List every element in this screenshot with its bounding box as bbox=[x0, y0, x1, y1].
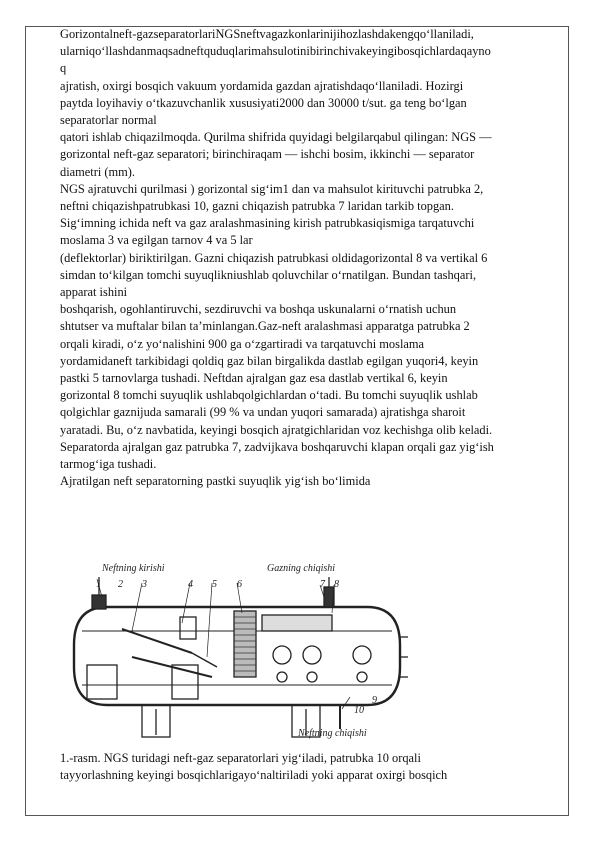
caption-line: tayyorlashning keyingi bosqichlarigayo‘naltiriladi yoki apparat oxirgi bosqich bbox=[60, 768, 448, 783]
separator-svg bbox=[62, 557, 412, 739]
caption-line: 1.-rasm. NGS turidagi neft-gaz separatorlari yig‘iladi, patrubka 10 orqali bbox=[60, 751, 421, 765]
part-number-4: 4 bbox=[188, 579, 193, 590]
part-number-7: 7 bbox=[320, 579, 325, 590]
part-number-2: 2 bbox=[118, 579, 123, 590]
part-number-5: 5 bbox=[212, 579, 217, 590]
body-text bbox=[60, 26, 555, 490]
text-line: q bbox=[60, 61, 67, 76]
text-line: yaratadi. Bu, o‘z navbatida, keyingi bosqich ajratgichlaridan voz kechishga olib keladi. bbox=[60, 422, 493, 437]
text-line: NGS ajratuvchi qurilmasi ) gorizontal sig‘im1 dan va mahsulot kirituvchi patrubka 2, bbox=[60, 181, 484, 196]
part-number-3: 3 bbox=[142, 579, 147, 590]
part-number-10: 10 bbox=[354, 705, 364, 716]
text-line: ularniqo‘llashdanmaqsadneftquduqlarimahsulotinibirinchivakeyingibosqichlardaqayno bbox=[60, 44, 491, 59]
part-number-8: 8 bbox=[334, 579, 339, 590]
text-line: tarmog‘iga tushadi. bbox=[60, 457, 157, 472]
gas-outlet-label: Gazning chiqishi bbox=[267, 563, 336, 574]
text-line: separatorlar normal bbox=[60, 113, 157, 128]
part-number-9: 9 bbox=[372, 695, 377, 706]
text-line: simdan to‘kilgan tomchi suyuqlikniushlab qoluvchilar o‘rnatilgan. Bundan tashqari, bbox=[60, 267, 477, 282]
text-line: neftni chiqazishpatrubkasi 10, gazni chiqazish patrubka 7 laridan tarkib topgan. bbox=[60, 199, 454, 214]
text-line: (deflektorlar) biriktirilgan. Gazni chiqazish patrubkasi oldidagorizontal 8 va vertikal 6 bbox=[60, 250, 488, 265]
text-line: Ajratilgan neft separatorning pastki suyuqlik yig‘ish bo‘limida bbox=[60, 474, 371, 489]
text-line: diametri (mm). bbox=[60, 164, 136, 179]
text-line: gorizontal neft-gaz separatori; birinchiraqam — ishchi bosim, ikkinchi — separator bbox=[60, 147, 475, 162]
text-line: apparat ishini bbox=[60, 285, 128, 300]
oil-inlet-label: Neftning kirishi bbox=[102, 563, 165, 574]
text-line: shtutser va muftalar bilan ta’minlangan.Gaz-neft aralashmasi apparatga patrubka 2 bbox=[60, 319, 470, 334]
text-line: gorizontal 8 tomchi suyuqlik ushlabqolgichlardan o‘tadi. Bu tomchi suyuqlik ushlab bbox=[60, 388, 478, 403]
text-line: Separatorda ajralgan gaz patrubka 7, zadvijkava boshqaruvchi klapan orqali gaz yig‘ish bbox=[60, 439, 494, 454]
part-number-6: 6 bbox=[237, 579, 242, 590]
text-line: qolgichlar gaznijuda samarali (99 % va undan yuqori samarada) ajratishga sharoit bbox=[60, 405, 466, 420]
text-line: ajratish, oxirgi bosqich vakuum yordamida gazdan ajratishdaqo‘llaniladi. Hozirgi bbox=[60, 78, 464, 93]
text-line: pastki 5 tarnovlarga tushadi. Neftdan ajralgan gaz esa dastlab vertikal 6, keyin bbox=[60, 371, 448, 386]
text-line: Sig‘imning ichida neft va gaz aralashmasining kirish patrubkasiqismiga tarqatuvchi bbox=[60, 216, 475, 231]
text-line: yordamidaneft tarkibidagi qoldiq gaz bilan birgalikda dastlab egilgan yuqori4, keyin bbox=[60, 353, 479, 368]
text-line: moslama 3 va egilgan tarnov 4 va 5 lar bbox=[60, 233, 253, 248]
figure-caption bbox=[60, 750, 555, 784]
text-line: Gorizontalneft-gazseparatorlariNGSneftvagazkonlarinijihozlashdakengqo‘llaniladi, bbox=[60, 27, 474, 41]
oil-outlet-label: Neftning chiqishi bbox=[298, 728, 367, 739]
text-line: paytda loyihaviy o‘tkazuvchanlik xususiyati2000 dan 30000 t/sut. ga teng bo‘lgan bbox=[60, 95, 467, 110]
part-number-1: 1 bbox=[96, 579, 101, 590]
text-line: orqali kiradi, o‘z yo‘nalishini 900 ga o‘zgartiradi va tarqatuvchi moslama bbox=[60, 336, 425, 351]
text-line: boshqarish, ogohlantiruvchi, sezdiruvchi va boshqa uskunalarni o‘rnatish uchun bbox=[60, 302, 457, 317]
separator-drawing bbox=[62, 557, 412, 739]
text-line: qatori ishlab chiqazilmoqda. Qurilma shifrida quyidagi belgilarqabul qilingan: NGS — bbox=[60, 130, 492, 145]
